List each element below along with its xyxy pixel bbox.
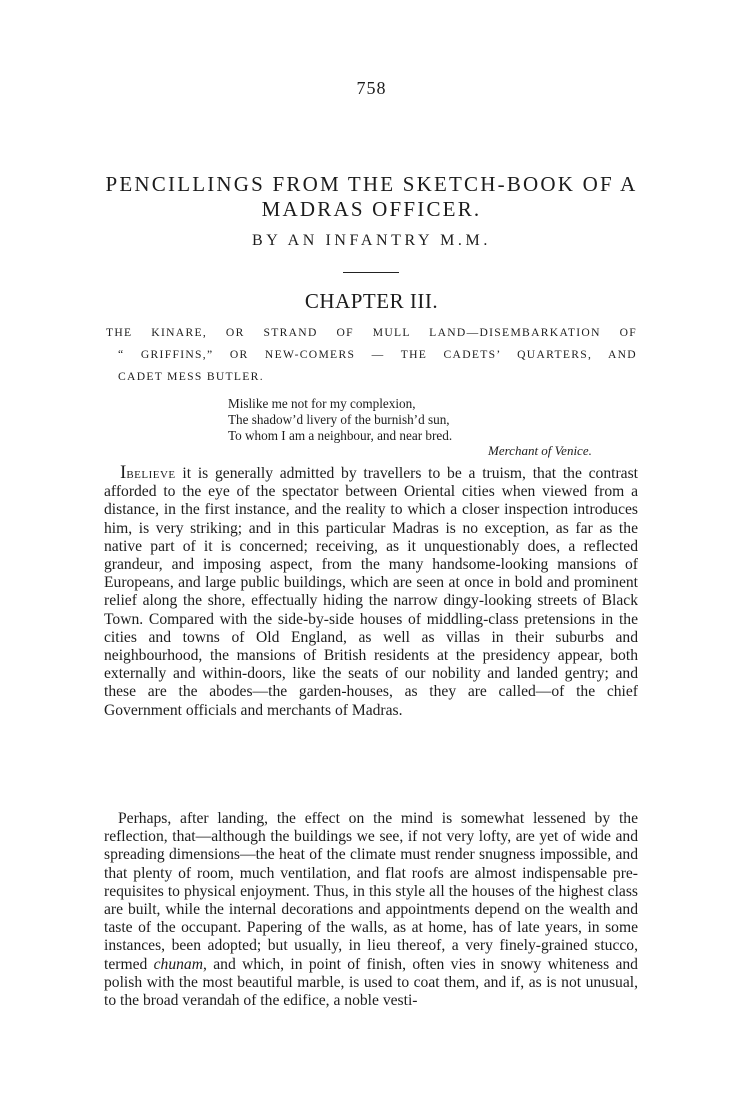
- chapter-summary-line-2: “ GRIFFINS,” OR NEW-COMERS — THE CADETS’ QUARTERS, AND: [118, 348, 637, 361]
- article-title-line-1: PENCILLINGS FROM THE SKETCH-BOOK OF A: [105, 172, 638, 196]
- epigraph-attribution: Merchant of Venice.: [488, 443, 592, 458]
- paragraph-1-text: it is generally admitted by travellers to be a truism, that the contrast afforded to the eye of the spectator between Oriental cities when viewed from a distance, in the first instance, and the reality to which a closer inspection introduces him, is very striking; and in this particular Madras is no exception, as far as the native part of it is concerned; receiving, as it unquestionably does, a reflected grandeur, and imposing aspect, from the many handsome-looking mansions of Europeans, and large public buildings, which are seen at once in bold and prominent relief along the shore, effectually hiding the narrow dingy-looking streets of Black Town. Compared with the side-by-side houses of middling-class pretensions in the cities and towns of Old England, as well as villas in their suburbs and neighbourhood, the mansions of British residents at the presidency appear, both externally and within-doors, like the seats of our nobility and landed gentry; and these are the abodes—the garden-houses, as they are called—of the chief Government officials and merchants of Madras.: [104, 465, 638, 719]
- drop-cap-letter: I: [120, 462, 127, 483]
- paragraph-2-text-after: , and which, in point of finish, often vies in snowy whiteness and polish with the most beautiful marble, is used to coat them, and if, as is not unusual, to the broad verandah of the edifice, a noble vesti-: [104, 955, 638, 1010]
- paragraph-2-text-before: Perhaps, after landing, the effect on the mind is somewhat lessened by the reflection, that—although the buildings we see, if not very lofty, are yet of wide and spreading dimensions—the heat of the climate must render snugness impossible, and that plenty of room, much ventilation, and flat roofs are almost indispensable pre-requisites to physical enjoyment. Thus, in this style all the houses of the highest class are built, while the internal decorations and appointments depend on the wealth and taste of the occupant. Papering of the walls, as at home, has of late years, in some instances, been adopted; but usually, in lieu thereof, a very finely-grained stucco, termed: [104, 810, 638, 973]
- byline: BY AN INFANTRY M.M.: [252, 232, 491, 249]
- italic-term: chunam: [153, 955, 203, 973]
- page-number: 758: [356, 78, 387, 98]
- article-title-line-2: MADRAS OFFICER.: [261, 197, 482, 221]
- first-word-small-caps: believe: [126, 465, 176, 482]
- chapter-heading: CHAPTER III.: [304, 289, 439, 313]
- chapter-summary-line-3: CADET MESS BUTLER.: [118, 370, 264, 383]
- chapter-summary-line-1: THE KINARE, OR STRAND OF MULL LAND—DISEMBARKATION OF: [106, 326, 637, 339]
- body-paragraph-1: [104, 464, 638, 720]
- epigraph-line-1: Mislike me not for my complexion,: [228, 396, 416, 411]
- epigraph-line-3: To whom I am a neighbour, and near bred.: [228, 428, 453, 443]
- epigraph-line-2: The shadow’d livery of the burnish’d sun,: [228, 412, 450, 427]
- body-paragraph-2: [104, 810, 638, 1010]
- title-divider-rule: [343, 272, 399, 273]
